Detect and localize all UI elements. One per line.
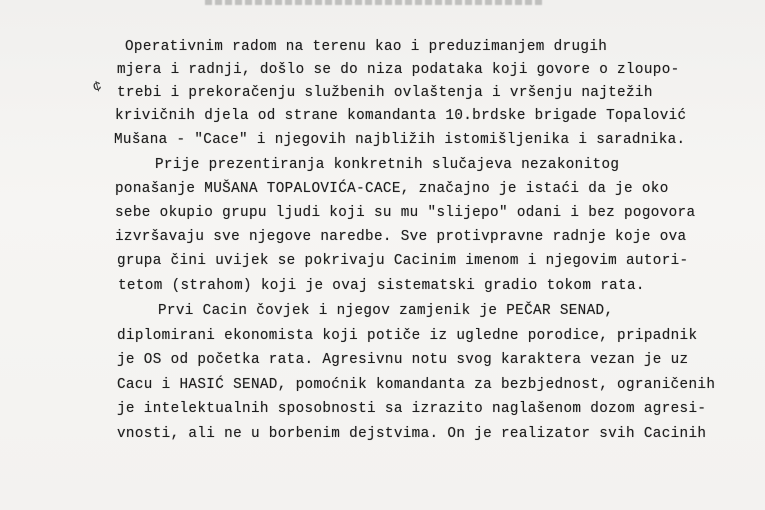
text-line: Cacu i HASIĆ SENAD, pomoćnik komandanta za bezbjednost, ograničenih bbox=[117, 377, 716, 393]
text-line: je OS od početka rata. Agresivnu notu svog karaktera vezan je uz bbox=[117, 352, 689, 368]
text-line: izvršavaju sve njegove naredbe. Sve protivpravne radnje koje ova bbox=[115, 229, 687, 245]
text-line: trebi i prekoračenju službenih ovlaštenja i vršenju najtežih bbox=[117, 85, 653, 101]
text-line: tetom (strahom) koji je ovaj sistematski gradio tokom rata. bbox=[118, 278, 645, 294]
text-line: mjera i radnji, došlo se do niza podataka koji govore o zloupo- bbox=[117, 62, 680, 78]
text-line: ponašanje MUŠANA TOPALOVIĆA-CACE, značajno je istaći da je oko bbox=[115, 181, 669, 197]
text-line: diplomirani ekonomista koji potiče iz ugledne porodice, pripadnik bbox=[117, 328, 698, 344]
text-line: krivičnih djela od strane komandanta 10.brdske brigade Topalović bbox=[115, 108, 687, 124]
text-line: Mušana - "Cace" i njegovih najbližih istomišljenika i saradnika. bbox=[114, 132, 686, 148]
text-line: Operativnim radom na terenu kao i preduzimanjem drugih bbox=[125, 39, 608, 55]
margin-mark: ¢ bbox=[90, 78, 105, 97]
text-line: je intelektualnih sposobnosti sa izrazito naglašenom dozom agresi- bbox=[117, 401, 707, 417]
text-line: Prije prezentiranja konkretnih slučajeva nezakonitog bbox=[155, 157, 620, 173]
text-line: grupa čini uvijek se pokrivaju Cacinim imenom i njegovim autori- bbox=[117, 253, 689, 269]
text-line: Prvi Cacin čovjek i njegov zamjenik je PEČAR SENAD, bbox=[158, 303, 614, 319]
text-line: sebe okupio grupu ljudi koji su mu "slijepo" odani i bez pogovora bbox=[115, 205, 696, 221]
text-line: vnosti, ali ne u borbenim dejstvima. On je realizator svih Cacinih bbox=[117, 426, 707, 442]
